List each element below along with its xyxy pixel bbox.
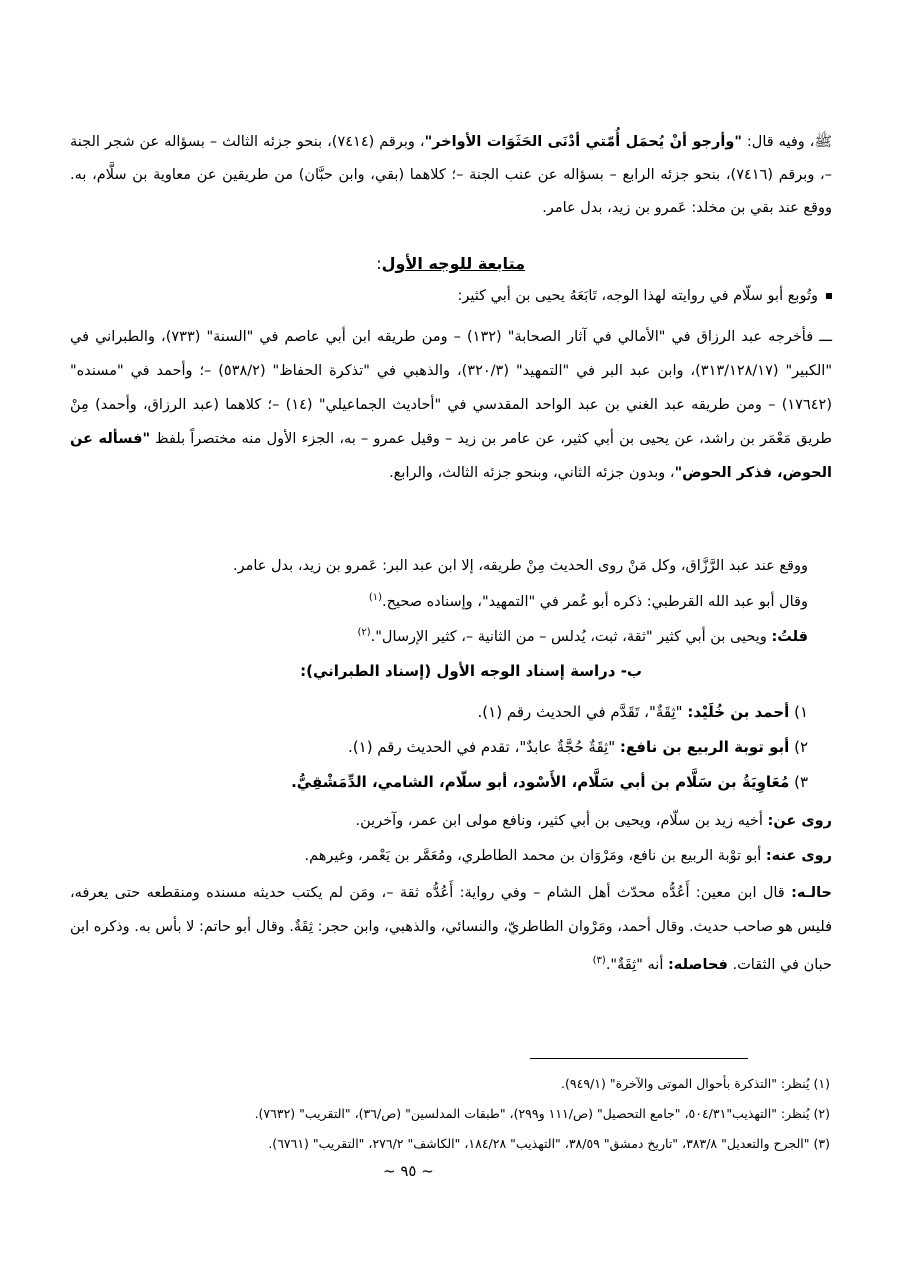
line-qurtubi <box>369 592 808 610</box>
fahasiluhu-text: أنه "ثِقَةٌ". <box>605 956 668 973</box>
footnote-2-text: (٢) يُنظر: "التهذيب"٥٠٤/٣١، "جامع التحصيل" (ص/١١١ و٢٩٩)، "طبقات المدلسين" (ص/٣٦)، "التقريب" (٧٦٣٢). <box>254 1106 830 1121</box>
footnote-ref-2: (٢) <box>357 627 371 638</box>
footnote-3-text: (٣) "الجرح والتعديل" ٣٨٣/٨، "تاريخ دمشق" ٣٨/٥٩، "التهذيب" ١٨٤/٢٨، "الكاشف" ٢٧٦/٢، "التقريب" (٦٧٦١). <box>268 1136 830 1151</box>
bullet-text: وتُوبع أبو سلّام في روايته لهذا الوجه، تَابَعَهُ يحيى بن أبي كثير: <box>457 288 818 304</box>
paragraph-takhrij <box>70 320 832 490</box>
paragraph1-quote: "وأرجو أنْ يُحمَل أُمّتي أدْنَى الحَثَوَات الأواخر" <box>424 134 742 150</box>
paragraph1-rest: ، وبرقم (٧٤١٤)، بنحو جزئه الثالث – بسؤاله عن شجر الجنة –، وبرقم (٧٤١٦)، بنحو جزئه الرابع – بسؤاله عن عنب الجنة –؛ كلاهما (بقي، وابن حبَّان) من طريقين عن معاوية بن سلَّام، به. ووقع عند بقي بن مخلد: عَمرو بن زيد، بدل عامر. <box>70 134 832 216</box>
narrator-1-num: ١) <box>794 703 808 721</box>
section-heading-colon: : <box>376 254 382 273</box>
narrator-1-desc: "ثِقَةٌ"، تَقَدَّم في الحديث رقم (١). <box>477 703 688 721</box>
narrator-3-num: ٣) <box>794 773 808 791</box>
page-number-text: ~ ٩٥ ~ <box>383 1162 434 1180</box>
footnote-2 <box>255 1106 830 1121</box>
rawa-an-label: روى عن: <box>767 813 832 829</box>
fahasiluhu-label: فحاصله: <box>667 956 728 973</box>
line-qultu-label: قلتُ: <box>771 628 808 645</box>
haluhu-text: قال ابن معين: أَعُدُّه محدّث أهل الشام – وفي رواية: أَعُدُّه ثقة –، ومَن لم يكتب حديثه مسنده ومنقطعه حتى يعرفه، فليس هو صاحب حديث. وقال أحمد، ومَرْوان الطاطريّ، والنسائي، والذهبي، وابن حجر: ثِقَةٌ. وقال أبو حاتم: لا بأس به. وذكره ابن حبان في الثقات. <box>70 885 832 973</box>
footnote-divider <box>530 1058 748 1059</box>
page-number <box>383 1162 434 1180</box>
narrator-3 <box>291 773 808 791</box>
paragraph1-prefix: ﷺ، وفيه قال: <box>741 134 832 150</box>
line-waqa <box>233 558 808 574</box>
narrator-1-name: أحمد بن خُلَيْد: <box>687 703 790 721</box>
narrator-2 <box>348 738 808 756</box>
paragraph-haluhu <box>70 876 832 982</box>
bullet-item <box>457 288 832 304</box>
subheading-isnad <box>300 662 642 680</box>
footnote-3 <box>268 1136 830 1151</box>
haluhu-label: حالـه: <box>791 885 832 901</box>
rawa-anhu-text: أبو توْبة الربيع بن نافع، ومَرْوَان بن محمد الطاطري، ومُعَمَّر بن يَعْمر، وغيرهم. <box>304 848 766 864</box>
paragraph2-tail: ، وبدون جزئه الثاني، وبنحو جزئه الثالث، والرابع. <box>389 465 675 481</box>
paragraph2-bold-quote: "فسأله عن الحوض، فذكر الحوض" <box>70 431 832 481</box>
line-waqa-text: ووقع عند عبد الرَّزَّاق، وكل مَنْ روى الحديث مِنْ طريقه، إلا ابن عبد البر: عَمرو بن زيد، بدل عامر. <box>232 558 808 574</box>
line-qultu <box>357 627 808 645</box>
paragraph2-text: ـــ فأخرجه عبد الرزاق في "الأمالي في آثار الصحابة" (١٣٢) – ومن طريقه ابن أبي عاصم في "السنة" (٧٣٣)، والطبراني في "الكبير" (٣١٣/١٢٨/١٧)، وابن عبد البر في "التمهيد" (٣٢٠/٣)، والذهبي في "تذكرة الحفاظ" (٥٣٨/٢) –؛ وأحمد في "مسنده" (١٧٦٤٢) – ومن طريقه عبد الغني بن عبد الواحد المقدسي في "أحاديث الجماعيلي" (١٤) –؛ كلاهما (عبد الرزاق، وأحمد) مِنْ طريق مَعْمَر بن راشد، عن يحيى بن أبي كثير، عن عامر بن زيد – وقيل عمرو – به، الجزء الأول منه مختصراً بلفظ <box>70 329 832 447</box>
footnote-ref-3: (٣) <box>592 955 606 966</box>
narrator-1 <box>478 703 808 721</box>
line-rawa-an <box>356 813 832 829</box>
line-rawa-anhu <box>304 848 832 864</box>
section-heading <box>376 254 525 273</box>
footnote-ref-1: (١) <box>368 592 383 603</box>
rawa-an-text: أخيه زيد بن سلّام، ويحيى بن أبي كثير، ونافع مولى ابن عمر، وآخرين. <box>355 813 768 829</box>
paragraph-hadith-continuation <box>70 126 832 225</box>
footnote-1 <box>561 1076 830 1091</box>
narrator-2-name: أبو توبة الربيع بن نافع: <box>619 738 790 756</box>
section-heading-text: متابعة للوجه الأول <box>381 254 525 273</box>
narrator-2-num: ٢) <box>794 738 808 756</box>
footnote-1-text: (١) يُنظر: "التذكرة بأحوال الموتى والآخرة" (٩٤٩/١). <box>561 1076 830 1091</box>
line-qultu-text: ويحيى بن أبي كثير "ثقة، ثبت، يُدلس – من الثانية –، كثير الإرسال". <box>370 628 772 645</box>
subheading-text: ب- دراسة إسناد الوجه الأول (إسناد الطبراني): <box>300 662 642 680</box>
bullet-square-icon <box>826 293 832 299</box>
narrator-3-name: مُعَاوِيَةُ بن سَلَّام بن أبي سَلَّام، الأَسْود، أبو سلّام، الشامي، الدِّمَشْقِيُّ. <box>291 773 790 791</box>
rawa-anhu-label: روى عنه: <box>765 848 832 864</box>
line-qurtubi-text: وقال أبو عبد الله القرطبي: ذكره أبو عُمر في "التمهيد"، وإسناده صحيح. <box>382 593 808 610</box>
narrator-2-desc: "ثِقَةٌ حُجَّةٌ عابدٌ"، تقدم في الحديث رقم (١). <box>348 738 620 756</box>
